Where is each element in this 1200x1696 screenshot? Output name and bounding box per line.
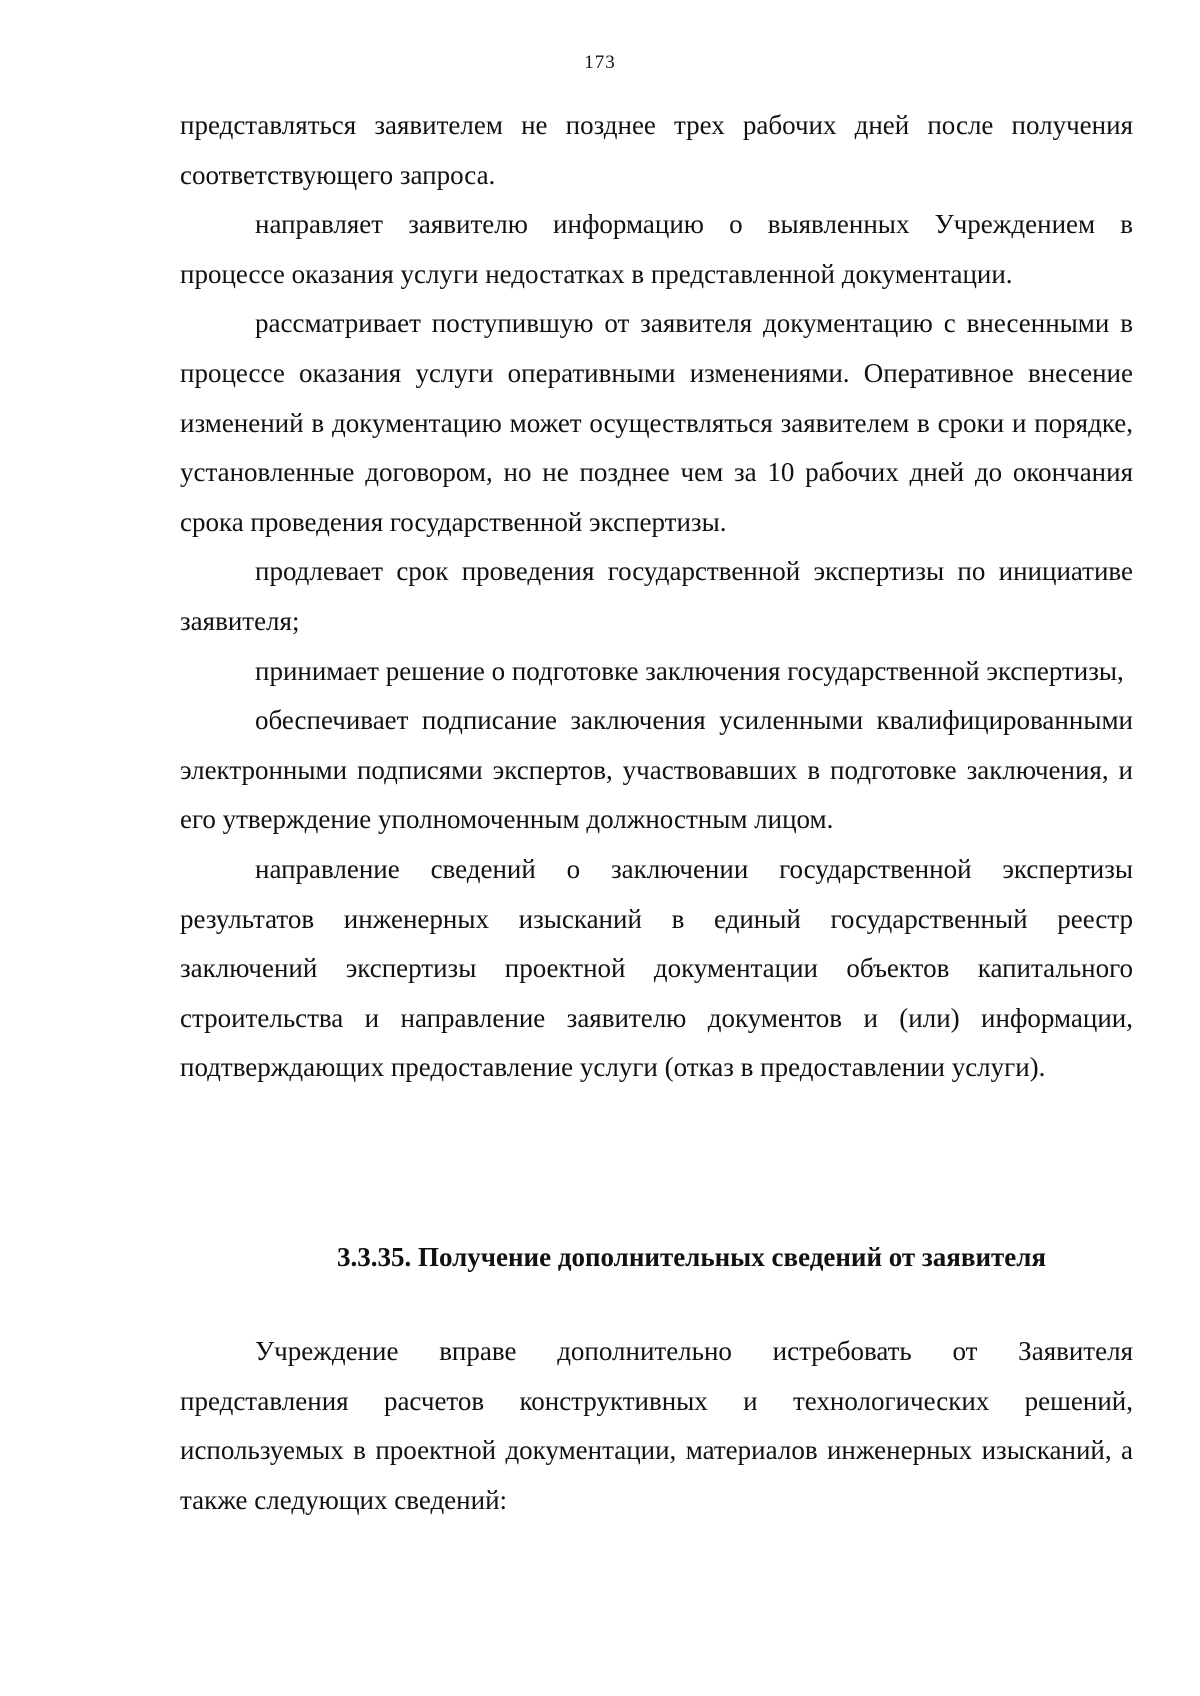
paragraph-decision: принимает решение о подготовке заключения государственной экспертизы, [255,655,1124,686]
section-body [180,1327,1133,1525]
paragraph-additional-info: Учреждение вправе дополнительно истребовать от Заявителя представления расчетов конструктивных и технологических решений, используемых в проектной документации, материалов инженерных изысканий, а также следующих сведений: [180,1336,1133,1515]
paragraph-extend-term: продлевает срок проведения государственной экспертизы по инициативе заявителя; [180,556,1133,636]
paragraph-continuation: представляться заявителем не позднее трех рабочих дней после получения соответствующего запроса. [180,110,1133,190]
paragraph-review-changes: рассматривает поступившую от заявителя документацию с внесенными в процессе оказания услуги оперативными изменениями. Оперативное внесение изменений в документацию может осуществляться заявителем в сроки и порядке, установленные договором, но не позднее чем за 10 рабочих дней до окончания срока проведения государственной экспертизы. [180,308,1133,537]
section-heading: 3.3.35. Получение дополнительных сведений от заявителя [336,1242,1047,1272]
document-body [180,101,1133,1093]
paragraph-signing: обеспечивает подписание заключения усиленными квалифицированными электронными подписями экспертов, участвовавших в подготовке заключения, и его утверждение уполномоченным должностным лицом. [180,705,1133,835]
paragraph-notify-deficiencies: направляет заявителю информацию о выявленных Учреждением в процессе оказания услуги недостатках в представленной документации. [180,209,1133,289]
page-number: 173 [584,52,616,73]
paragraph-registry: направление сведений о заключении государственной экспертизы результатов инженерных изысканий в единый государственный реестр заключений экспертизы проектной документации объектов капитального строительства и направление заявителю документов и (или) информации, подтверждающих предоставление услуги (отказ в предоставлении услуги). [180,853,1133,1083]
